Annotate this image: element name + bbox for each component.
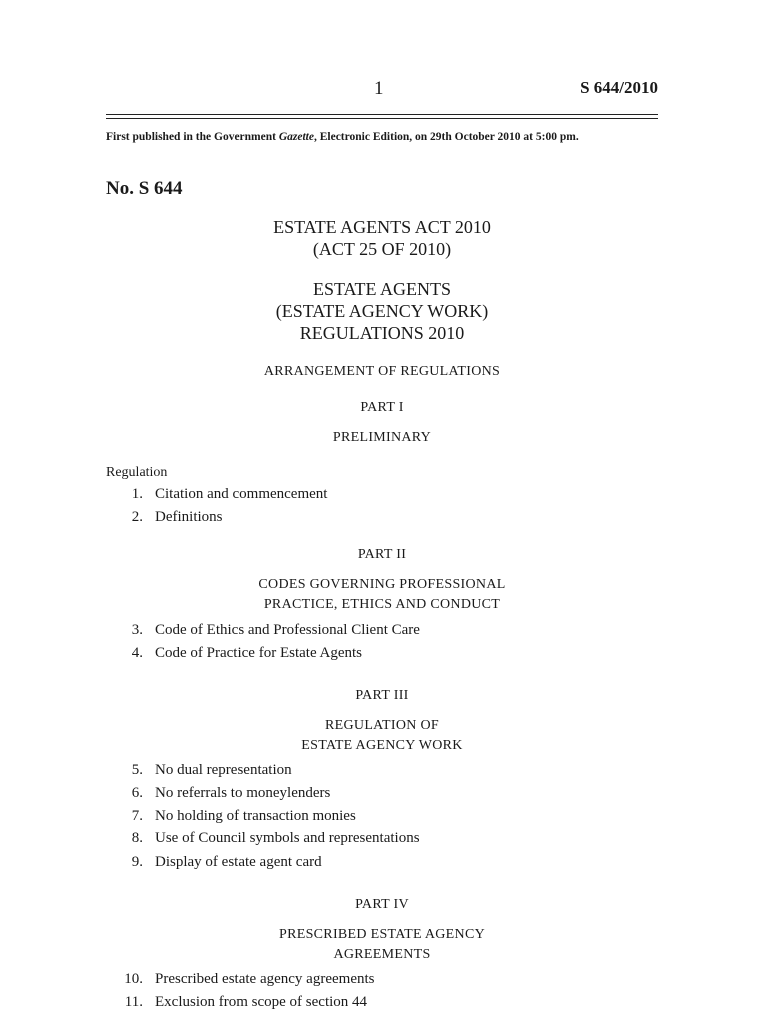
toc-entry-number: 2. — [131, 509, 143, 525]
part-heading-line: PRESCRIBED ESTATE AGENCY — [279, 927, 485, 942]
toc-entry-title: Code of Ethics and Professional Client Care — [155, 622, 420, 638]
act-title-line2: (ACT 25 OF 2010) — [312, 239, 452, 259]
act-title — [106, 216, 658, 260]
part-label: PART I — [360, 400, 404, 415]
toc-entry[interactable] — [106, 971, 658, 991]
toc-entry[interactable] — [106, 645, 658, 665]
part-heading — [106, 575, 658, 615]
toc-entry[interactable] — [106, 808, 658, 828]
toc-entry-title: No holding of transaction monies — [155, 808, 356, 824]
part-heading-line: REGULATION OF — [325, 718, 439, 733]
gazette-number: S 644/2010 — [580, 78, 658, 97]
act-title-line1: ESTATE AGENTS ACT 2010 — [273, 217, 491, 237]
part-label: PART II — [357, 547, 407, 562]
toc-entry-title: Prescribed estate agency agreements — [155, 971, 375, 987]
toc-entry-number: 3. — [131, 622, 143, 638]
toc-entry[interactable] — [106, 762, 658, 782]
header-rule-top — [106, 114, 658, 115]
part-heading-line: PRELIMINARY — [332, 430, 432, 445]
part-heading — [106, 925, 658, 965]
publication-note-prefix: First published in the Government — [106, 131, 279, 143]
toc-entry-number: 1. — [131, 486, 143, 502]
toc-entry-number: 6. — [131, 785, 143, 801]
part-label: PART III — [355, 688, 409, 703]
page-header — [106, 78, 658, 102]
toc-entry-number: 7. — [131, 808, 143, 824]
part-heading-line: AGREEMENTS — [333, 947, 431, 962]
toc-entry[interactable] — [106, 830, 658, 850]
header-rule-bottom — [106, 118, 658, 119]
regulations-title-line3: REGULATIONS 2010 — [299, 323, 465, 343]
regulation-column-label: Regulation — [106, 465, 168, 480]
publication-note-gazette: Gazette — [278, 131, 314, 143]
toc-entry-title: Use of Council symbols and representations — [155, 830, 420, 846]
toc-entry[interactable] — [106, 785, 658, 805]
part-heading-line: CODES GOVERNING PROFESSIONAL — [258, 577, 506, 592]
part-heading-line: PRACTICE, ETHICS AND CONDUCT — [263, 597, 501, 612]
toc-entry-number: 8. — [131, 830, 143, 846]
toc-entry[interactable] — [106, 509, 658, 529]
toc-entry-title: Exclusion from scope of section 44 — [155, 994, 368, 1010]
arrangement-heading: ARRANGEMENT OF REGULATIONS — [263, 364, 501, 379]
regulations-title — [106, 278, 658, 344]
page-number: 1 — [374, 78, 384, 99]
publication-note — [106, 131, 579, 143]
subsidiary-number: No. S 644 — [106, 178, 183, 199]
part-heading — [106, 428, 658, 448]
regulations-title-line2: (ESTATE AGENCY WORK) — [275, 301, 489, 321]
toc-entry-title: Citation and commencement — [155, 486, 328, 502]
part-label: PART IV — [355, 897, 409, 912]
toc-entry-title: No dual representation — [155, 762, 292, 778]
regulations-title-line1: ESTATE AGENTS — [312, 279, 452, 299]
toc-entry-number: 9. — [131, 854, 143, 870]
part-heading-line: ESTATE AGENCY WORK — [301, 738, 463, 753]
toc-entry[interactable] — [106, 854, 658, 874]
toc-entry-title: Code of Practice for Estate Agents — [155, 645, 363, 661]
publication-note-suffix: , Electronic Edition, on 29th October 2010 at 5:00 pm. — [313, 131, 579, 143]
part-heading — [106, 716, 658, 756]
toc-entry[interactable] — [106, 622, 658, 642]
toc-entry[interactable] — [106, 486, 658, 506]
toc-entry[interactable] — [106, 994, 658, 1014]
toc-entry-number: 4. — [131, 645, 143, 661]
toc-entry-title: Definitions — [155, 509, 223, 525]
toc-entry-number: 10. — [124, 971, 143, 987]
toc-entry-number: 5. — [131, 762, 143, 778]
toc-entry-number: 11. — [124, 994, 143, 1010]
toc-entry-title: Display of estate agent card — [155, 854, 322, 870]
toc-entry-title: No referrals to moneylenders — [155, 785, 331, 801]
